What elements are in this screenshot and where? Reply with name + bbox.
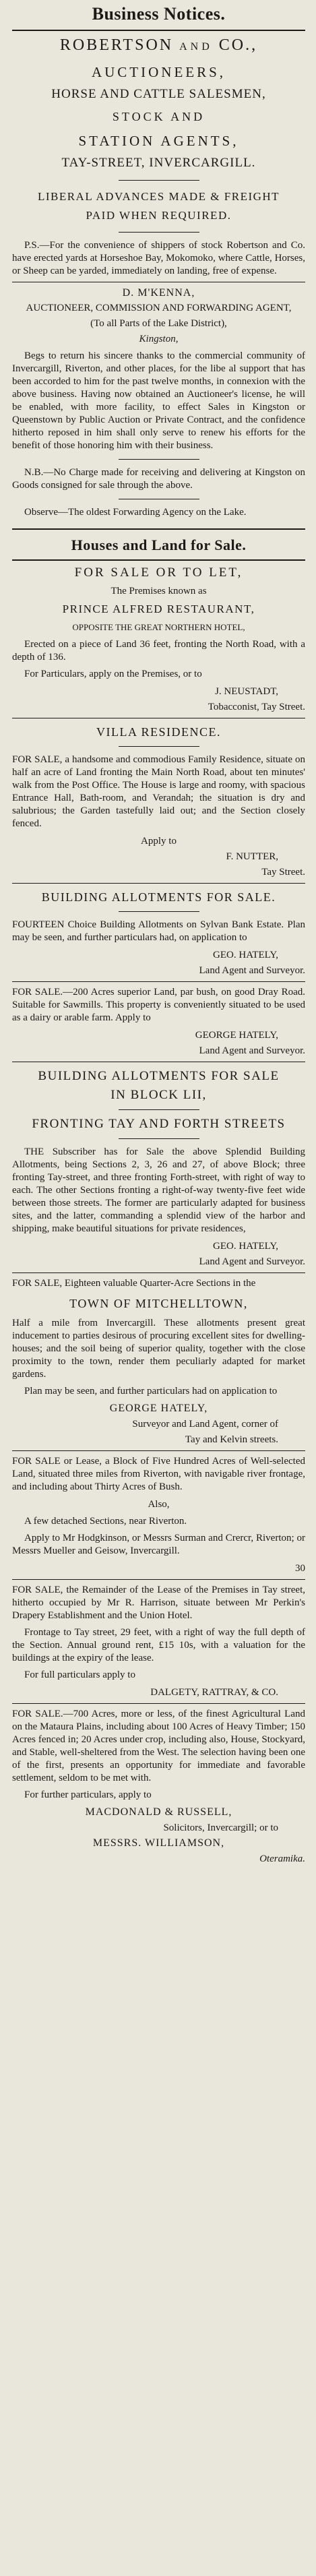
short-rule bbox=[119, 459, 199, 460]
heading-rule bbox=[12, 559, 305, 561]
ad-also: Also, bbox=[148, 1499, 170, 1510]
advances-line-2: PAID WHEN REQUIRED. bbox=[86, 209, 232, 222]
firm-line-5: TAY-STREET, INVERCARGILL. bbox=[61, 156, 256, 170]
ad-title: VILLA RESIDENCE. bbox=[96, 725, 221, 739]
ad-apply: For full particulars apply to bbox=[24, 1669, 135, 1680]
ad-signature: J. NEUSTADT, bbox=[215, 686, 278, 697]
mitchelltown-advert bbox=[12, 1277, 305, 1446]
ad-signature: Tobacconist, Tay Street. bbox=[208, 702, 305, 712]
ad-subline: The Premises known as bbox=[110, 586, 207, 596]
ad-signature: GEO. HATELY, bbox=[213, 1241, 278, 1252]
ad-plan: Plan may be seen, and further particulars had on application to bbox=[24, 1386, 278, 1397]
prince-alfred-advert bbox=[12, 563, 305, 714]
ad-signature: GEORGE HATELY, bbox=[195, 1030, 278, 1041]
mckenna-districts: (To all Parts of the Lake District), bbox=[90, 318, 227, 329]
advert-divider bbox=[12, 1579, 305, 1580]
ad-subline: PRINCE ALFRED RESTAURANT, bbox=[62, 603, 255, 615]
ad-signature: Land Agent and Surveyor. bbox=[199, 1045, 305, 1056]
mckenna-title: AUCTIONEER, COMMISSION AND FORWARDING AGENT, bbox=[26, 303, 292, 313]
ad-signature: GEORGE HATELY, bbox=[109, 1403, 208, 1414]
ad-apply: Apply to Mr Hodgkinson, or Messrs Surman and Crercr, Riverton; or Messrs Mueller and Geisow, Invercargill. bbox=[12, 1533, 305, 1556]
advances-line-1: LIBERAL ADVANCES MADE & FREIGHT bbox=[37, 190, 280, 203]
mckenna-body: Begs to return his sincere thanks to the commercial community of Invercargill, Riverton, and other places, for the libe al support that has been accorded to him for the past twelve months, in connexion with the above business. Having now obtained an Auctioneer's license, he will be enabled, with more facility, to effect Sales in Kingston or Queenstown by Public Auction or Private Contract, and the confidence hitherto reposed in him shall only serve to renew his efforts for the benefit of those honoring him with their business. bbox=[12, 350, 305, 451]
ad-subline: OPPOSITE THE GREAT NORTHERN HOTEL, bbox=[72, 622, 245, 632]
firm-name bbox=[12, 36, 305, 55]
business-notices-heading: Business Notices. bbox=[92, 4, 226, 24]
ad-title: BUILDING ALLOTMENTS FOR SALE bbox=[38, 1069, 280, 1083]
short-rule bbox=[119, 180, 199, 181]
ad-body: THE Subscriber has for Sale the above Splendid Building Allotments, being Sections 2, 3, 26 and 27, of above Block; three fronting Tay-street, and three fronting Forth-street, with right of way to each. The other Sections fronting a right-of-way twenty-five feet wide between those streets. The former are particularly adapted for business sites, and the latter, commanding a splendid view of the harbor and shipping, make beautiful situations for private residences, bbox=[12, 1146, 305, 1234]
advert-divider bbox=[12, 883, 305, 884]
firm-line-1: AUCTIONEERS, bbox=[91, 64, 226, 80]
advert-divider bbox=[12, 1272, 305, 1273]
ad-signature: MACDONALD & RUSSELL, bbox=[85, 1806, 232, 1818]
firm-name-and: AND bbox=[179, 41, 213, 53]
short-rule bbox=[119, 1109, 199, 1110]
short-rule bbox=[119, 911, 199, 912]
ad-body: Half a mile from Invercargill. These allotments present great inducement to parties desirous of procuring excellent sites for dwelling-houses; and the soil being of superior quality, together with the close proximity to the town, render them peculiarly adapted for market gardens. bbox=[12, 1318, 305, 1380]
ad-body: FOURTEEN Choice Building Allotments on Sylvan Bank Estate. Plan may be seen, and further particulars had, on application to bbox=[12, 919, 305, 943]
advert-divider bbox=[12, 1450, 305, 1451]
ad-signature: Tay and Kelvin streets. bbox=[185, 1434, 278, 1445]
ad-signature: Land Agent and Surveyor. bbox=[199, 965, 305, 976]
firm-name-b: CO., bbox=[218, 36, 258, 54]
ad-apply: For Particulars, apply on the Premises, or to bbox=[24, 669, 202, 679]
ad-title: BUILDING ALLOTMENTS FOR SALE. bbox=[41, 890, 276, 904]
ad-body: FOR SALE or Lease, a Block of Five Hundred Acres of Well-selected Land, situated three miles from Riverton, with navigable river frontage, and including about Thirty Acres of Bush. bbox=[12, 1456, 305, 1492]
short-rule bbox=[119, 746, 199, 747]
short-rule bbox=[119, 232, 199, 233]
ad-signature: MESSRS. WILLIAMSON, bbox=[92, 1837, 225, 1849]
villa-advert bbox=[12, 725, 305, 879]
advert-divider bbox=[12, 981, 305, 982]
ad-body: A few detached Sections, near Riverton. bbox=[24, 1516, 187, 1527]
advert-divider bbox=[12, 1703, 305, 1704]
ad-body: FOR SALE.—700 Acres, more or less, of the finest Agricultural Land on the Mataura Plains, including about 100 Acres of Heavy Timber; 150 Acres fenced in; 20 Acres under crop, including also, House, Stockyard, and Stable, well-sheltered from the West. The selection having been one of the first, presents an opportunity for immediate and favorable settlement, seldom to be met with. bbox=[12, 1709, 305, 1783]
tay-street-lease-advert bbox=[12, 1584, 305, 1699]
firm-name-a: ROBERTSON bbox=[59, 36, 174, 54]
ad-title: IN BLOCK LII, bbox=[110, 1088, 207, 1102]
ad-signature: F. NUTTER, bbox=[226, 851, 278, 862]
mckenna-nb: N.B.—No Charge made for receiving and delivering at Kingston on Goods consigned for sale through the above. bbox=[12, 467, 305, 491]
mckenna-observe: Observe—The oldest Forwarding Agency on the Lake. bbox=[24, 507, 247, 518]
section-rule bbox=[12, 528, 305, 530]
sylvan-bank-advert bbox=[12, 890, 305, 977]
riverton-lease-advert bbox=[12, 1455, 305, 1575]
firm-line-3: STOCK AND bbox=[112, 110, 206, 123]
short-rule bbox=[119, 1138, 199, 1139]
ad-title: FRONTING TAY AND FORTH STREETS bbox=[32, 1117, 286, 1131]
ad-signature: DALGETY, RATTRAY, & CO. bbox=[150, 1687, 278, 1698]
ad-number: 30 bbox=[295, 1563, 305, 1574]
ad-body: Erected on a piece of Land 36 feet, fronting the North Road, with a depth of 136. bbox=[12, 639, 305, 663]
ad-signature: Land Agent and Surveyor. bbox=[199, 1256, 305, 1267]
block-lii-advert bbox=[12, 1069, 305, 1268]
robertson-advert bbox=[12, 36, 305, 278]
ad-headline: FOR SALE OR TO LET, bbox=[74, 565, 243, 580]
dairy-farm-advert bbox=[12, 986, 305, 1057]
ad-signature: Oteramika. bbox=[259, 1853, 305, 1864]
ad-body: FOR SALE.—200 Acres superior Land, par bush, on good Dray Road. Suitable for Sawmills. This property is conveniently situated to be used as a dairy or arable farm. Apply to bbox=[12, 987, 305, 1023]
mckenna-name: D. M'KENNA, bbox=[122, 287, 195, 299]
mataura-advert bbox=[12, 1708, 305, 1866]
ad-apply: Apply to bbox=[141, 836, 177, 847]
ad-apply: For further particulars, apply to bbox=[24, 1789, 152, 1800]
ad-body: Frontage to Tay street, 29 feet, with a right of way the full depth of the Section. Annual ground rent, £15 10s, with a valuation for the buildings at the expiry of the lease. bbox=[12, 1627, 305, 1663]
firm-line-4: STATION AGENTS, bbox=[78, 133, 239, 149]
robertson-ps: P.S.—For the convenience of shippers of stock Robertson and Co. have erected yards at Horseshoe Bay, Mokomoko, where Cattle, Horses, or Sheep can be yarded, immediately on landing, free of expense. bbox=[12, 240, 305, 276]
ad-signature: GEO. HATELY, bbox=[213, 950, 278, 960]
ad-signature: Surveyor and Land Agent, corner of bbox=[132, 1419, 278, 1430]
ad-body: FOR SALE, the Remainder of the Lease of the Premises in Tay street, hitherto occupied by Mr R. Harrison, situate between Mr Perkin's Drapery Establishment and the Union Hotel. bbox=[12, 1585, 305, 1621]
ad-body: FOR SALE, Eighteen valuable Quarter-Acre Sections in the bbox=[12, 1278, 256, 1289]
firm-line-2: HORSE AND CATTLE SALESMEN, bbox=[51, 87, 266, 101]
ad-town: TOWN OF MITCHELLTOWN, bbox=[69, 1297, 248, 1310]
houses-land-heading: Houses and Land for Sale. bbox=[71, 536, 247, 553]
mckenna-town: Kingston, bbox=[139, 334, 179, 344]
ad-signature: Solicitors, Invercargill; or to bbox=[163, 1822, 278, 1833]
ad-body: FOR SALE, a handsome and commodious Family Residence, situate on half an acre of Land fronting the Main North Road, about ten minutes' walk from the Post Office. The House is large and roomy, with spacious Entrance Hall, Bath-room, and Verandah; the situation is dry and salubrious; the Garden tastefully laid out; and the Section closely fenced. bbox=[12, 754, 305, 829]
heading-rule bbox=[12, 30, 305, 31]
ad-signature: Tay Street. bbox=[261, 867, 305, 878]
mckenna-advert bbox=[12, 286, 305, 519]
